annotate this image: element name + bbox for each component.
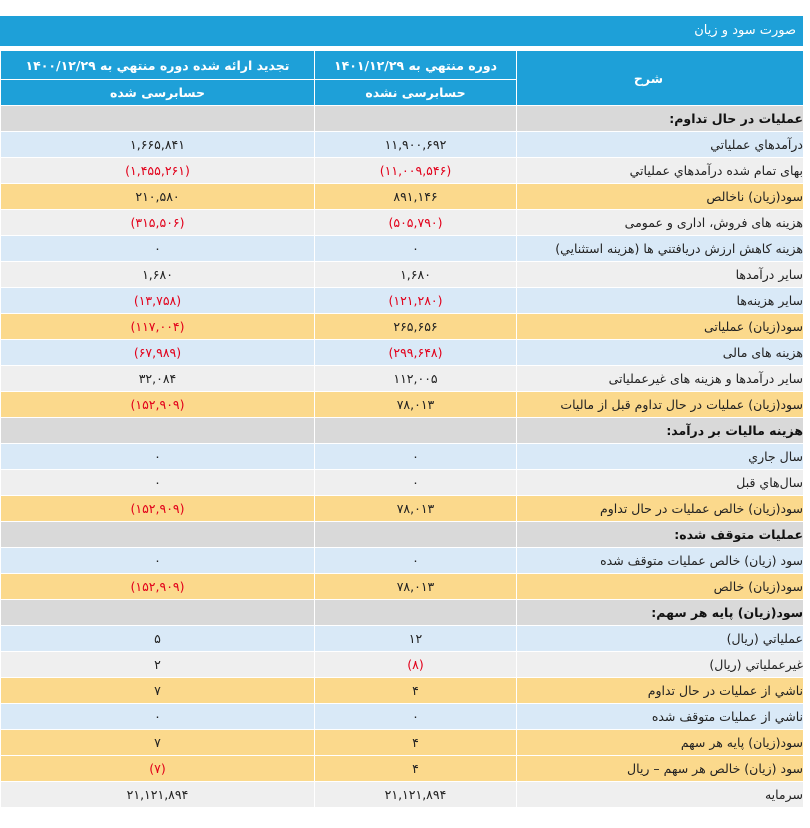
previous-value: ۱,۶۶۵,۸۴۱ [1, 132, 315, 158]
previous-value: ۷ [1, 730, 315, 756]
previous-value: ۰ [1, 236, 315, 262]
previous-value [1, 522, 315, 548]
table-row [1, 574, 804, 600]
row-label: بهاى تمام شده درآمدهاي عملياتي [517, 158, 804, 184]
row-label: سال جاري [517, 444, 804, 470]
previous-value [1, 106, 315, 132]
current-value: ۰ [315, 444, 517, 470]
previous-value: (۳۱۵,۵۰۶) [1, 210, 315, 236]
previous-value: ۷ [1, 678, 315, 704]
current-value: ۷۸,۰۱۳ [315, 574, 517, 600]
row-label: ناشي از عمليات متوقف شده [517, 704, 804, 730]
previous-value: (۱۵۲,۹۰۹) [1, 496, 315, 522]
row-label: سود (زيان) خالص هر سهم – ريال [517, 756, 804, 782]
table-row [1, 210, 804, 236]
table-row [1, 132, 804, 158]
previous-value: ۲۱۰,۵۸۰ [1, 184, 315, 210]
current-value: (۲۹۹,۶۴۸) [315, 340, 517, 366]
current-value: (۱۱,۰۰۹,۵۴۶) [315, 158, 517, 184]
row-label: هزينه کاهش ارزش دريافتني ها (هزينه استثنايي) [517, 236, 804, 262]
current-value: (۸) [315, 652, 517, 678]
previous-value: ۰ [1, 444, 315, 470]
current-value [315, 522, 517, 548]
previous-value: (۱,۴۵۵,۲۶۱) [1, 158, 315, 184]
table-row [1, 678, 804, 704]
current-value: ۱۲ [315, 626, 517, 652]
table-row [1, 496, 804, 522]
row-label: سود (زيان) خالص عمليات متوقف شده [517, 548, 804, 574]
row-label: سرمایه [517, 782, 804, 808]
table-row [1, 704, 804, 730]
current-value: ۰ [315, 236, 517, 262]
current-value: ۱۱,۹۰۰,۶۹۲ [315, 132, 517, 158]
table-row [1, 288, 804, 314]
previous-value: (۱۵۲,۹۰۹) [1, 574, 315, 600]
previous-value: ۱,۶۸۰ [1, 262, 315, 288]
row-label: هزينه هاى مالى [517, 340, 804, 366]
previous-value [1, 600, 315, 626]
table-row [1, 262, 804, 288]
current-value [315, 600, 517, 626]
row-label: سال‌هاي قبل [517, 470, 804, 496]
current-value: (۵۰۵,۷۹۰) [315, 210, 517, 236]
row-label: عمليات متوقف شده: [517, 522, 804, 548]
row-label: سود(زيان) پايه هر سهم: [517, 600, 804, 626]
previous-value: (۷) [1, 756, 315, 782]
current-value: ۲۶۵,۶۵۶ [315, 314, 517, 340]
row-label: غيرعملياتي (ريال) [517, 652, 804, 678]
current-value: (۱۲۱,۲۸۰) [315, 288, 517, 314]
previous-value: (۶۷,۹۸۹) [1, 340, 315, 366]
row-label: سود(زيان) خالص عمليات در حال تداوم [517, 496, 804, 522]
row-label: ساير درآمدها و هزينه هاى غيرعملياتى [517, 366, 804, 392]
header-current-status: حسابرسی نشده [315, 80, 517, 106]
previous-value [1, 418, 315, 444]
table-row [1, 236, 804, 262]
header-previous-period: تجدید ارائه شده دوره منتهي به ۱۴۰۰/۱۲/۲۹ [1, 51, 315, 80]
header-description: شرح [517, 51, 804, 106]
table-row [1, 652, 804, 678]
row-label: سایر هزینه‌ها [517, 288, 804, 314]
table-row [1, 626, 804, 652]
section-header-row [1, 522, 804, 548]
previous-value: (۱۳,۷۵۸) [1, 288, 315, 314]
row-label: درآمدهاي عملياتي [517, 132, 804, 158]
table-row [1, 184, 804, 210]
table-row [1, 756, 804, 782]
table-row [1, 314, 804, 340]
current-value: ۰ [315, 704, 517, 730]
table-row [1, 340, 804, 366]
previous-value: ۳۲,۰۸۴ [1, 366, 315, 392]
current-value: ۷۸,۰۱۳ [315, 496, 517, 522]
row-label: سود(زيان) عملياتى [517, 314, 804, 340]
current-value [315, 418, 517, 444]
row-label: سود(زيان) خالص [517, 574, 804, 600]
table-row [1, 782, 804, 808]
row-label: سود(زيان) ناخالص [517, 184, 804, 210]
previous-value: ۲ [1, 652, 315, 678]
table-row [1, 548, 804, 574]
previous-value: (۱۵۲,۹۰۹) [1, 392, 315, 418]
table-row [1, 730, 804, 756]
table-row [1, 444, 804, 470]
previous-value: ۰ [1, 548, 315, 574]
current-value: ۴ [315, 756, 517, 782]
current-value [315, 106, 517, 132]
previous-value: ۵ [1, 626, 315, 652]
table-row [1, 158, 804, 184]
previous-value: (۱۱۷,۰۰۴) [1, 314, 315, 340]
previous-value: ۰ [1, 470, 315, 496]
table-row [1, 366, 804, 392]
current-value: ۰ [315, 470, 517, 496]
table-row [1, 392, 804, 418]
header-previous-status: حسابرسی شده [1, 80, 315, 106]
section-header-row [1, 418, 804, 444]
row-label: هزينه ماليات بر درآمد: [517, 418, 804, 444]
row-label: سود(زيان) پايه هر سهم [517, 730, 804, 756]
current-value: ۱,۶۸۰ [315, 262, 517, 288]
current-value: ۴ [315, 678, 517, 704]
row-label: هزينه هاى فروش، ادارى و عمومى [517, 210, 804, 236]
income-statement-table [0, 50, 804, 808]
table-row [1, 470, 804, 496]
current-value: ۱۱۲,۰۰۵ [315, 366, 517, 392]
row-label: ساير درآمدها [517, 262, 804, 288]
row-label: ناشي از عمليات در حال تداوم [517, 678, 804, 704]
row-label: سود(زيان) عمليات در حال تداوم قبل از ماليات [517, 392, 804, 418]
header-current-period: دوره منتهي به ۱۴۰۱/۱۲/۲۹ [315, 51, 517, 80]
current-value: ۰ [315, 548, 517, 574]
section-header-row [1, 600, 804, 626]
current-value: ۷۸,۰۱۳ [315, 392, 517, 418]
previous-value: ۲۱,۱۲۱,۸۹۴ [1, 782, 315, 808]
previous-value: ۰ [1, 704, 315, 730]
row-label: عملیات در حال تداوم: [517, 106, 804, 132]
row-label: عملياتي (ريال) [517, 626, 804, 652]
current-value: ۴ [315, 730, 517, 756]
section-header-row [1, 106, 804, 132]
current-value: ۸۹۱,۱۴۶ [315, 184, 517, 210]
statement-title: صورت سود و زیان [0, 16, 803, 46]
current-value: ۲۱,۱۲۱,۸۹۴ [315, 782, 517, 808]
statement-rows [1, 106, 804, 808]
